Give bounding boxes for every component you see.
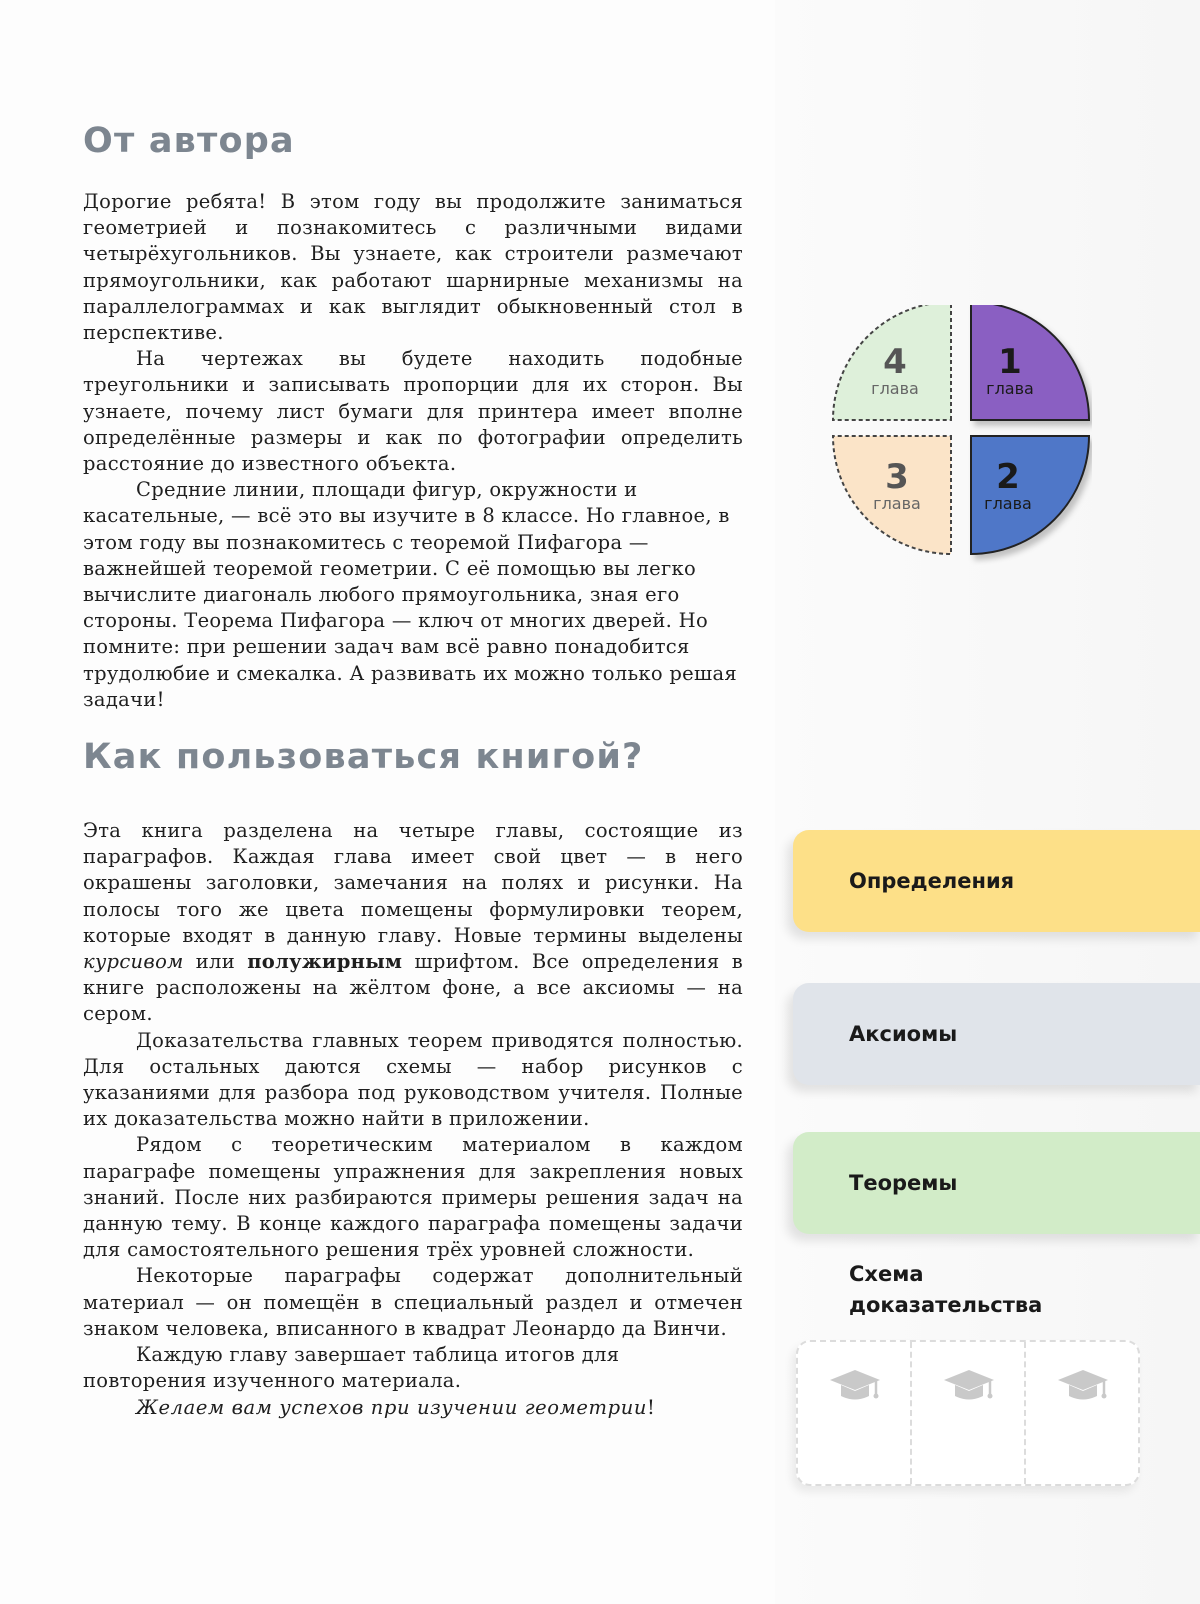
definitions-label: Определения [849, 869, 1015, 893]
usage-p1-text: Эта книга разделена на четыре главы, состоящие из параграфов. Каждая глава имеет свой цвет — в него окрашены заголовки, замечания на полях и рисунки. На полосы того же цвета помещены формулировки теорем, которые входят в данную главу. Новые термины выделены [83, 819, 743, 947]
bold-term: полужирным [247, 950, 403, 974]
chapter-2-word: глава [984, 494, 1032, 513]
usage-paragraph-4: Некоторые параграфы содержат дополнительный материал — он помещён в специальный раздел и отмечен знаком человека, вписанного в квадрат Леонардо да Винчи. [83, 1264, 743, 1340]
proof-scheme-box [796, 1340, 1140, 1486]
closing-wish-text: Желаем вам успехов при изучении геометрии [136, 1396, 648, 1419]
proof-scheme-title: Схема доказательства [849, 1262, 1043, 1317]
chapter-4-label [860, 342, 930, 398]
closing-wish-mark: ! [647, 1396, 656, 1419]
graduation-cap-icon [1054, 1366, 1112, 1406]
chapter-pie [830, 305, 1092, 567]
author-paragraph-3: Средние линии, площади фигур, окружности и касательные, — всё это вы изучите в 8 классе. Но главное, в этом году вы познакомитесь с теоремой Пифагора — важнейшей теоремой геометрии. С её помощью вы легко вычислите диагональ любого прямоугольника, зная его стороны. Теорема Пифагора — ключ от многих дверей. Но помните: при решении задач вам всё равно понадобится трудолюбие и смекалка. А развивать их можно только решая задачи! [83, 478, 737, 711]
theorems-label: Теоремы [849, 1171, 958, 1195]
proof-scheme-cell [798, 1342, 912, 1484]
chapter-2-label [973, 457, 1043, 513]
usage-p1-or: или [183, 950, 248, 974]
usage-paragraph-2: Доказательства главных теорем приводятся полностью. Для остальных даются схемы — набор рисунков с указаниями для разбора под руководством учителя. Полные их доказательства можно найти в приложении. [83, 1028, 743, 1131]
chapter-1-label [975, 342, 1045, 398]
graduation-cap-icon [940, 1366, 998, 1406]
axioms-label: Аксиомы [849, 1022, 958, 1046]
chapter-3-label [862, 457, 932, 513]
chapter-1-number: 1 [998, 342, 1022, 382]
italic-term: курсивом [83, 950, 184, 974]
usage-section-title: Как пользоваться книгой? [83, 737, 644, 777]
author-section-text [83, 189, 743, 713]
usage-section-text [83, 818, 743, 1394]
chapter-2-number: 2 [996, 457, 1020, 497]
chapter-3-number: 3 [885, 457, 909, 497]
chapter-4-number: 4 [883, 342, 907, 382]
chapter-4-word: глава [871, 379, 919, 398]
proof-scheme-cell [912, 1342, 1026, 1484]
definitions-legend-box [793, 830, 1200, 932]
graduation-cap-icon [826, 1366, 884, 1406]
author-section-title: От автора [83, 121, 295, 161]
proof-scheme-cell [1026, 1342, 1138, 1484]
chapter-1-word: глава [986, 379, 1034, 398]
author-paragraph-2: На чертежах вы будете находить подобные треугольники и записывать пропорции для их сторон. Вы узнаете, почему лист бумаги для принтера имеет вполне определённые размеры и как по фотографии определить расстояние до известного объекта. [83, 347, 743, 476]
chapter-3-word: глава [873, 494, 921, 513]
usage-paragraph-5: Каждую главу завершает таблица итогов для повторения изученного материала. [83, 1343, 620, 1393]
closing-wish [136, 1396, 655, 1419]
usage-paragraph-1 [83, 818, 743, 1028]
usage-p1-rest: шрифтом. Все определения в книге расположены на жёлтом фоне, а все аксиомы — на сером. [83, 950, 743, 1026]
axioms-legend-box [793, 983, 1200, 1085]
theorems-legend-box [793, 1132, 1200, 1234]
author-paragraph-1: Дорогие ребята! В этом году вы продолжите заниматься геометрией и познакомитесь с различными видами четырёхугольников. Вы узнаете, как строители размечают прямоугольники, как работают шарнирные механизмы на параллелограммах и как выглядит обыкновенный стол в перспективе. [83, 190, 743, 345]
usage-paragraph-3: Рядом с теоретическим материалом в каждом параграфе помещены упражнения для закрепления новых знаний. После них разбираются примеры решения задач на данную тему. В конце каждого параграфа помещены задачи для самостоятельного решения трёх уровней сложности. [83, 1133, 743, 1262]
